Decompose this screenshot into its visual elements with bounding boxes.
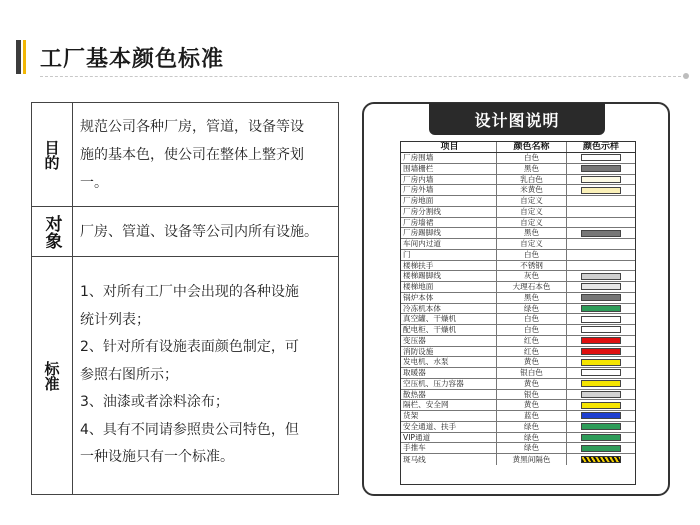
column-header-item: 项目: [401, 142, 497, 152]
color-name-cell: 银白色: [497, 368, 567, 378]
color-swatch: [581, 316, 621, 323]
color-name-cell: 不锈钢: [497, 261, 567, 271]
title-divider-dot: [683, 73, 689, 79]
color-swatch: [581, 380, 621, 387]
table-row: [401, 261, 635, 272]
table-row: [401, 379, 635, 390]
swatch-cell: [567, 336, 635, 346]
item-cell: 发电机、水泵: [401, 357, 497, 367]
item-cell: 锅炉本体: [401, 293, 497, 303]
color-name-cell: 黑色: [497, 293, 567, 303]
color-swatch: [581, 402, 621, 409]
item-cell: 斑马线: [401, 454, 497, 465]
item-cell: 厂房外墙: [401, 185, 497, 195]
table-row: [401, 196, 635, 207]
table-row: [401, 422, 635, 433]
table-row: [401, 368, 635, 379]
table-row: [401, 411, 635, 422]
swatch-cell: [567, 379, 635, 389]
color-swatch: [581, 348, 621, 355]
swatch-cell: [567, 271, 635, 281]
color-swatch: [581, 294, 621, 301]
standard-row: [32, 257, 338, 494]
table-row: [401, 250, 635, 261]
swatch-cell: [567, 443, 635, 453]
standard-line: 统计列表；: [80, 311, 150, 328]
color-name-cell: 自定义: [497, 239, 567, 249]
item-cell: 厂房墙裙: [401, 218, 497, 228]
table-row: [401, 185, 635, 196]
design-panel: [362, 102, 670, 496]
page-title: 工厂基本颜色标准: [40, 47, 225, 72]
standard-line: 2、针对所有设施表面颜色制定，可: [80, 339, 299, 356]
color-swatch: [581, 240, 621, 247]
item-cell: 安全通道、扶手: [401, 422, 497, 432]
color-table-header: [401, 142, 635, 153]
color-name-cell: 银色: [497, 390, 567, 400]
item-cell: 厂房踢脚线: [401, 228, 497, 238]
color-swatch: [581, 165, 621, 172]
standard-text: [73, 257, 338, 494]
target-text: [73, 207, 338, 256]
swatch-cell: [567, 368, 635, 378]
item-cell: 空压机、压力容器: [401, 379, 497, 389]
swatch-cell: [567, 357, 635, 367]
title-accent-bar: [16, 40, 21, 74]
color-swatch: [581, 251, 621, 258]
item-cell: 配电柜、干燥机: [401, 325, 497, 335]
table-row: [401, 443, 635, 454]
column-header-swatch: 颜色示样: [582, 142, 619, 152]
swatch-cell: [567, 411, 635, 421]
color-swatch: [581, 359, 621, 366]
color-swatch: [581, 305, 621, 312]
color-name-cell: 自定义: [497, 207, 567, 217]
color-name-cell: 蓝色: [497, 411, 567, 421]
swatch-cell: [567, 304, 635, 314]
table-row: [401, 400, 635, 411]
color-swatch: [581, 445, 621, 452]
color-name-cell: 自定义: [497, 196, 567, 206]
purpose-header: 目的: [42, 139, 61, 170]
color-swatch: [581, 273, 621, 280]
item-cell: 围墙栅栏: [401, 164, 497, 174]
standard-header: 标准: [42, 360, 61, 391]
standards-table: [31, 102, 339, 495]
swatch-cell: [567, 196, 635, 206]
color-name-cell: 红色: [497, 336, 567, 346]
table-row: [401, 304, 635, 315]
swatch-cell: [567, 390, 635, 400]
item-cell: 消防设施: [401, 347, 497, 357]
swatch-cell: [567, 282, 635, 292]
target-line: 厂房、管道、设备等公司内所有设施。: [80, 223, 318, 240]
color-swatch: [581, 208, 621, 215]
swatch-cell: [567, 239, 635, 249]
item-cell: 楼梯踢脚线: [401, 271, 497, 281]
purpose-row: [32, 103, 338, 207]
swatch-cell: [567, 325, 635, 335]
table-row: [401, 218, 635, 229]
table-row: [401, 164, 635, 175]
color-swatch: [581, 434, 621, 441]
color-name-cell: 白色: [497, 153, 567, 163]
color-name-cell: 白色: [497, 314, 567, 324]
color-name-cell: 自定义: [497, 218, 567, 228]
swatch-cell: [567, 293, 635, 303]
color-swatch: [581, 412, 621, 419]
swatch-cell: [567, 454, 635, 465]
item-cell: 车间内过道: [401, 239, 497, 249]
color-name-cell: 灰色: [497, 271, 567, 281]
swatch-cell: [567, 347, 635, 357]
item-cell: 厂房围墙: [401, 153, 497, 163]
swatch-cell: [567, 228, 635, 238]
color-name-cell: 绿色: [497, 443, 567, 453]
title-accent-bar-gold: [23, 40, 26, 74]
standard-line: 参照右图所示；: [80, 366, 178, 383]
item-cell: 散热器: [401, 390, 497, 400]
color-name-cell: 黄色: [497, 379, 567, 389]
color-name-cell: 白色: [497, 325, 567, 335]
purpose-line: 规范公司各种厂房，管道，设备等设: [80, 118, 304, 135]
item-cell: 门: [401, 250, 497, 260]
color-name-cell: 绿色: [497, 304, 567, 314]
standard-line: 一种设施只有一个标准。: [80, 449, 234, 466]
item-cell: 取暖器: [401, 368, 497, 378]
swatch-cell: [567, 153, 635, 163]
purpose-line: 施的基本色，使公司在整体上整齐划: [80, 146, 304, 163]
swatch-cell: [567, 250, 635, 260]
color-name-cell: 红色: [497, 347, 567, 357]
table-row: [401, 314, 635, 325]
color-swatch: [581, 283, 621, 290]
item-cell: 货架: [401, 411, 497, 421]
target-row: [32, 207, 338, 257]
design-panel-title: 设计图说明: [429, 103, 605, 135]
table-row: [401, 390, 635, 401]
table-row: [401, 293, 635, 304]
color-swatch: [581, 423, 621, 430]
purpose-text: [73, 103, 338, 206]
swatch-cell: [567, 185, 635, 195]
swatch-cell: [567, 261, 635, 271]
target-header: 对象: [41, 214, 62, 249]
table-row: [401, 454, 635, 465]
color-swatch: [581, 219, 621, 226]
item-cell: 真空罐、干燥机: [401, 314, 497, 324]
swatch-cell: [567, 314, 635, 324]
color-swatch: [581, 369, 621, 376]
color-name-cell: 绿色: [497, 433, 567, 443]
table-row: [401, 347, 635, 358]
table-row: [401, 239, 635, 250]
color-swatch: [581, 154, 621, 161]
swatch-cell: [567, 207, 635, 217]
table-row: [401, 207, 635, 218]
table-row: [401, 271, 635, 282]
item-cell: VIP通道: [401, 433, 497, 443]
color-name-cell: 米黄色: [497, 185, 567, 195]
color-swatch: [581, 456, 621, 463]
swatch-cell: [567, 164, 635, 174]
color-swatch: [581, 176, 621, 183]
swatch-cell: [567, 422, 635, 432]
item-cell: 隔栏、安全网: [401, 400, 497, 410]
swatch-cell: [567, 433, 635, 443]
title-divider: [40, 76, 686, 77]
item-cell: 变压器: [401, 336, 497, 346]
item-cell: 手推车: [401, 443, 497, 453]
table-row: [401, 433, 635, 444]
color-name-cell: 黑色: [497, 164, 567, 174]
table-row: [401, 282, 635, 293]
color-name-cell: 大理石本色: [497, 282, 567, 292]
color-table: [400, 141, 636, 485]
color-name-cell: 乳白色: [497, 175, 567, 185]
standard-line: 4、具有不同请参照贵公司特色，但: [80, 421, 299, 438]
color-swatch: [581, 230, 621, 237]
color-name-cell: 黄色: [497, 357, 567, 367]
item-cell: 楼梯地面: [401, 282, 497, 292]
item-cell: 厂房内墙: [401, 175, 497, 185]
table-row: [401, 153, 635, 164]
color-name-cell: 黄色: [497, 400, 567, 410]
color-name-cell: 白色: [497, 250, 567, 260]
color-swatch: [581, 197, 621, 204]
color-swatch: [581, 262, 621, 269]
table-row: [401, 357, 635, 368]
color-swatch: [581, 391, 621, 398]
standard-line: 3、油漆或者涂料涂布；: [80, 394, 229, 411]
table-row: [401, 336, 635, 347]
item-cell: 厂房地面: [401, 196, 497, 206]
table-row: [401, 325, 635, 336]
item-cell: 楼梯扶手: [401, 261, 497, 271]
color-name-cell: 黄黑间隔色: [497, 454, 567, 465]
purpose-line: 一。: [80, 174, 108, 191]
item-cell: 厂房分割线: [401, 207, 497, 217]
table-row: [401, 175, 635, 186]
table-row: [401, 228, 635, 239]
color-name-cell: 黑色: [497, 228, 567, 238]
swatch-cell: [567, 175, 635, 185]
standard-line: 1、对所有工厂中会出现的各种设施: [80, 284, 299, 301]
color-name-cell: 绿色: [497, 422, 567, 432]
item-cell: 冷冻机本体: [401, 304, 497, 314]
column-header-color-name: 颜色名称: [497, 142, 567, 152]
swatch-cell: [567, 218, 635, 228]
color-swatch: [581, 187, 621, 194]
swatch-cell: [567, 400, 635, 410]
color-swatch: [581, 326, 621, 333]
color-swatch: [581, 337, 621, 344]
